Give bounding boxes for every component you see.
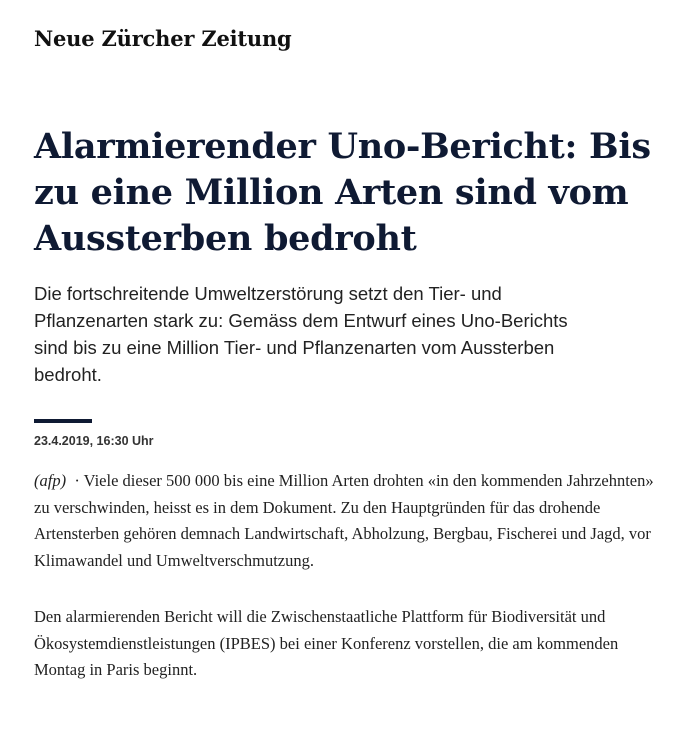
agency-separator: · (74, 471, 80, 490)
article-dateline: 23.4.2019, 16:30 Uhr (34, 434, 154, 448)
article-lead: Die fortschreitende Umweltzerstörung setzt den Tier- und Pflanzenarten stark zu: Gemäss dem Entwurf eines Uno-Berichts sind bis zu eine Million Tier- und Pflanzenarten vom Aussterben bedroht. (34, 283, 568, 385)
section-divider (34, 419, 92, 423)
masthead-logo[interactable]: Neue Zürcher Zeitung (34, 26, 292, 51)
paragraph-1-text: Viele dieser 500 000 bis eine Million Arten drohten «in den kommenden Jahrzehnten» zu verschwinden, heisst es in dem Dokument. Zu den Hauptgründen für das drohende Artensterben gehören demnach Landwirtschaft, Abholzung, Bergbau, Fischerei und Jagd, vor Klimawandel und Umweltverschmutzung. (34, 471, 654, 570)
article-headline: Alarmierender Uno-Bericht: Bis zu eine Million Arten sind vom Aussterben bedroht (34, 126, 651, 259)
article-paragraph-2: Den alarmierenden Bericht will die Zwischenstaatliche Plattform für Biodiversität und Ökosystemdienstleistungen (IPBES) bei einer Konferenz vorstellen, die am kommenden Montag in Paris beginnt. (34, 607, 619, 679)
article-paragraph-1 (34, 468, 659, 574)
agency-tag: (afp) (34, 471, 67, 490)
